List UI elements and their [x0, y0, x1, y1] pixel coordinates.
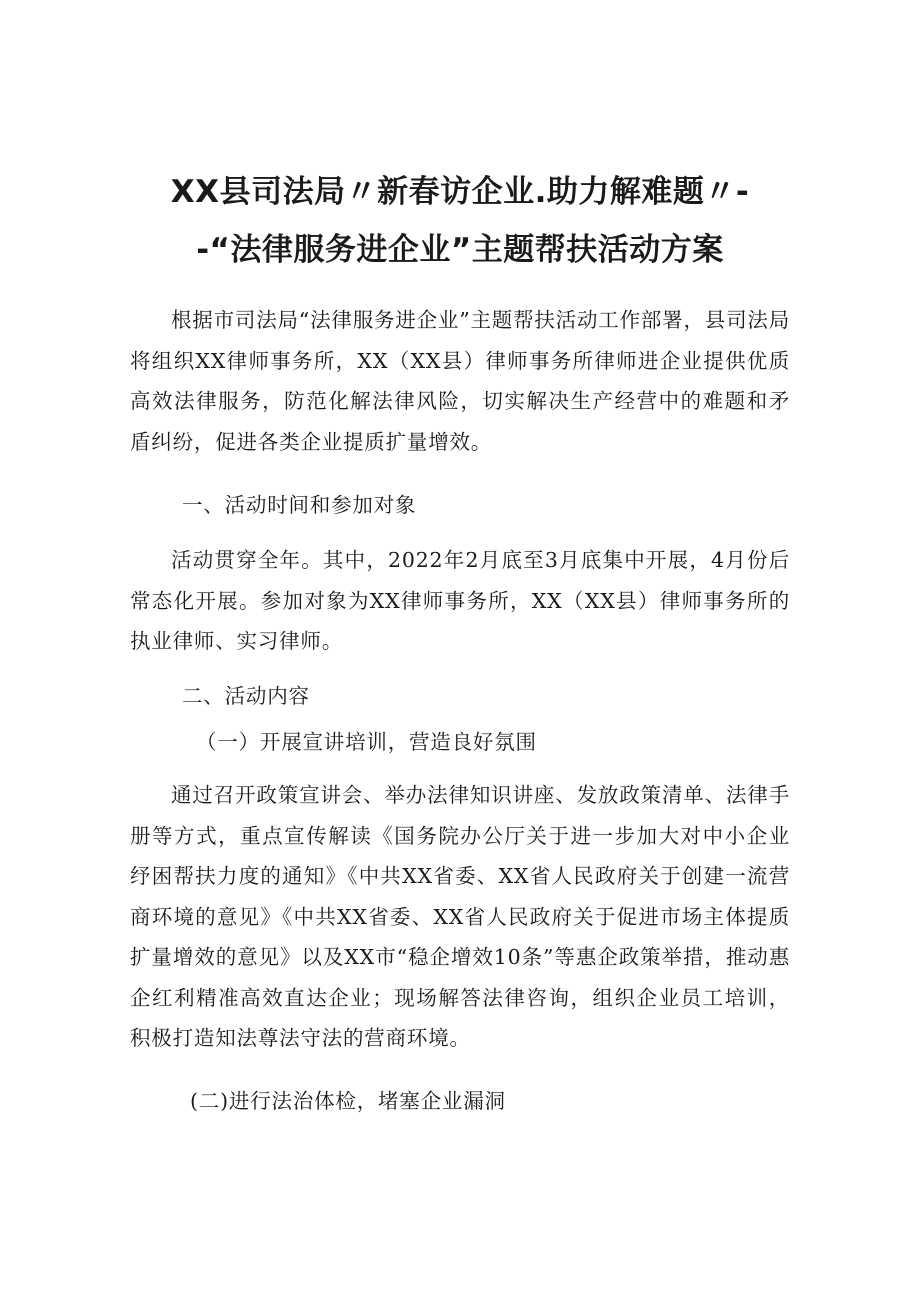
intro-paragraph: 根据市司法局“法律服务进企业”主题帮扶活动工作部署，县司法局将组织XX律师事务所，XX（XX县）律师事务所律师进企业提供优质高效法律服务，防范化解法律风险，切实解决生产经营中的难题和矛盾纠纷，促进各类企业提质扩量增效。 [130, 308, 790, 454]
section-1-paragraph: 活动贯穿全年。其中，2022年2月底至3月底集中开展，4月份后常态化开展。参加对象为XX律师事务所，XX（XX县）律师事务所的执业律师、实习律师。 [130, 548, 790, 653]
section-2-heading: 二、活动内容 [182, 684, 310, 708]
section-1-heading: 一、活动时间和参加对象 [182, 493, 417, 517]
subsection-1-paragraph: 通过召开政策宣讲会、举办法律知识讲座、发放政策清单、法律手册等方式，重点宣传解读《国务院办公厅关于进一步加大对中小企业纾困帮扶力度的通知》《中共XX省委、XX省人民政府关于创建一流营商环境的意见》《中共XX省委、XX省人民政府关于促进市场主体提质扩量增效的意见》以及XX市“稳企增效10条”等惠企政策举措，推动惠企红利精准高效直达企业；现场解答法律咨询，组织企业员工培训，积极打造知法尊法守法的营商环境。 [130, 783, 790, 1050]
document-title-line-2: -“法律服务进企业”主题帮扶活动方案 [196, 232, 724, 268]
subsection-2-heading: (二)进行法治体检，堵塞企业漏洞 [190, 1089, 506, 1113]
document-title-line-1: XX县司法局〃新春访企业.助力解难题〃- [170, 174, 750, 210]
subsection-1-heading: （一）开展宣讲培训，营造良好氛围 [196, 730, 537, 754]
